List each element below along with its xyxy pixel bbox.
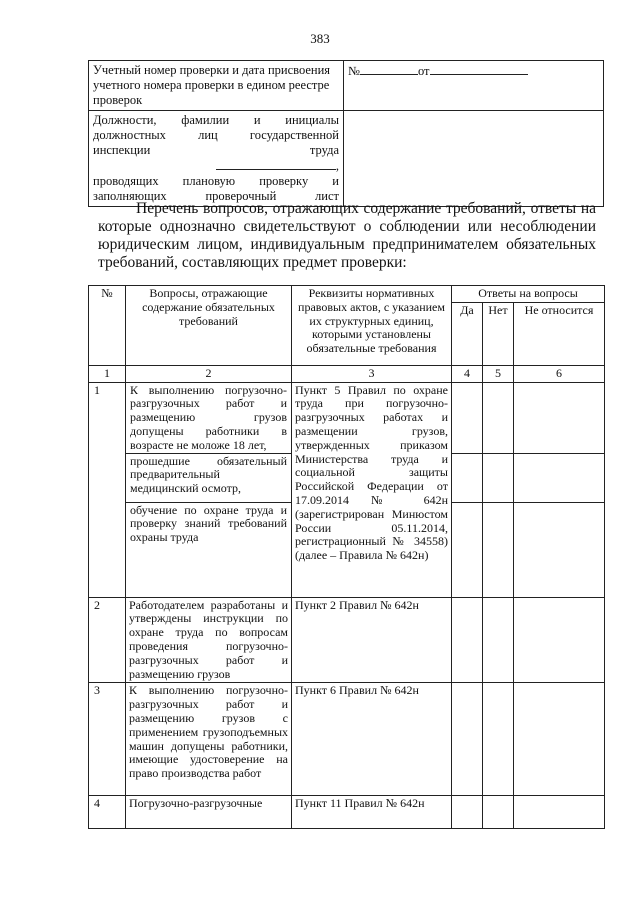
column-number: 1 [89, 365, 126, 382]
inspectors-label-line2: проводящих плановую проверку и заполняющих проверочный лист [93, 174, 339, 203]
inspectors-label-line1: Должности, фамилии и инициалы должностных лиц государственной инспекции труда [93, 113, 339, 157]
column-number: 6 [514, 365, 605, 382]
inspection-number-row [89, 61, 604, 111]
column-number: 2 [126, 365, 292, 382]
answer-na-box[interactable] [514, 503, 604, 597]
answer-yes-box[interactable] [452, 796, 483, 829]
answer-no-box[interactable] [483, 383, 513, 454]
number-sign: № [348, 64, 360, 78]
inspection-number-label: Учетный номер проверки и дата присвоения учетного номера проверки в едином реестре проверок [89, 61, 344, 111]
answer-yes-box[interactable] [452, 383, 482, 454]
answer-no-box[interactable] [483, 454, 513, 503]
answer-no-cell[interactable] [483, 382, 514, 597]
page-number: 383 [310, 31, 330, 46]
answer-yes-box[interactable] [452, 597, 483, 683]
inspectors-blank[interactable] [216, 158, 336, 170]
answer-no-box[interactable] [483, 597, 514, 683]
inspectors-field[interactable] [344, 111, 604, 207]
answer-no-box[interactable] [483, 503, 513, 597]
answer-yes-box[interactable] [452, 454, 482, 503]
question-cell: К выполнению погрузочно-разгрузочных работ и размещению грузов с применением грузоподъемных машин допущены работники, имеющие удостоверение на право производства работ [126, 683, 292, 796]
requisites-cell: Пункт 6 Правил № 642н [292, 683, 452, 796]
question-part: прошедшие обязательный предварительный медицинский осмотр, [126, 454, 291, 503]
inspectors-label-blank-line [93, 158, 339, 174]
answer-no-box[interactable] [483, 796, 514, 829]
answer-na-box[interactable] [514, 796, 605, 829]
column-number: 4 [452, 365, 483, 382]
row-number: 1 [89, 382, 126, 597]
table-row [89, 382, 605, 597]
table-row [89, 597, 605, 683]
requisites-cell: Пункт 2 Правил № 642н [292, 597, 452, 683]
row-number: 3 [89, 683, 126, 796]
header-requisites: Реквизиты нормативных правовых актов, с указанием их структурных единиц, которыми установлены обязательные требования [292, 286, 452, 366]
question-cell [126, 382, 292, 597]
header-no: Нет [483, 302, 514, 365]
column-number: 5 [483, 365, 514, 382]
inspectors-comma: , [335, 159, 339, 173]
date-blank[interactable] [430, 63, 528, 75]
inspectors-label [89, 111, 344, 207]
requisites-cell: Пункт 11 Правил № 642н [292, 796, 452, 829]
question-cell: Погрузочно-разгрузочные [126, 796, 292, 829]
header-num: № [89, 286, 126, 366]
inspection-info-table [88, 60, 604, 207]
header-yes: Да [452, 302, 483, 365]
header-na: Не относится [514, 302, 605, 365]
header-row-1 [89, 286, 605, 303]
question-cell: Работодателем разработаны и утверждены инструкции по охране труда по вопросам проведения погрузочно-разгрузочных работ и размещению грузов [126, 597, 292, 683]
requirements-intro-paragraph: Перечень вопросов, отражающих содержание требований, ответы на которые однозначно свидетельствуют о соблюдении или несоблюдении юридическим лицом, индивидуальным предпринимателем обязательных требований, составляющих предмет проверки: [98, 200, 596, 271]
header-question: Вопросы, отражающие содержание обязательных требований [126, 286, 292, 366]
answer-na-box[interactable] [514, 454, 604, 503]
requisites-cell: Пункт 5 Правил по охране труда при погрузочно-разгрузочных работах и размещении грузов, утвержденных приказом Министерства труда и социальной защиты Российской Федерации от 17.09.2014 № 642н (зарегистрирован Минюстом России 05.11.2014, регистрационный № 34558) (далее – Правила № 642н) [292, 382, 452, 597]
question-part: К выполнению погрузочно-разгрузочных работ и размещению грузов допущены работники в возрасте не моложе 18 лет, [126, 383, 291, 454]
header-answers: Ответы на вопросы [452, 286, 605, 303]
column-number-row [89, 365, 605, 382]
answer-no-box[interactable] [483, 683, 514, 796]
table-row [89, 796, 605, 829]
column-number: 3 [292, 365, 452, 382]
answer-na-cell[interactable] [514, 382, 605, 597]
answer-na-box[interactable] [514, 683, 605, 796]
inspectors-row [89, 111, 604, 207]
answer-yes-box[interactable] [452, 683, 483, 796]
inspection-number-field[interactable] [344, 61, 604, 111]
answer-na-box[interactable] [514, 597, 605, 683]
table-row [89, 683, 605, 796]
answer-na-box[interactable] [514, 383, 604, 454]
answer-yes-box[interactable] [452, 503, 482, 597]
checklist-table [88, 285, 605, 829]
question-part: обучение по охране труда и проверку знаний требований охраны труда [130, 502, 287, 545]
row-number: 2 [89, 597, 126, 683]
row-number: 4 [89, 796, 126, 829]
answer-yes-cell[interactable] [452, 382, 483, 597]
number-blank[interactable] [360, 63, 418, 75]
from-label: от [417, 64, 430, 78]
